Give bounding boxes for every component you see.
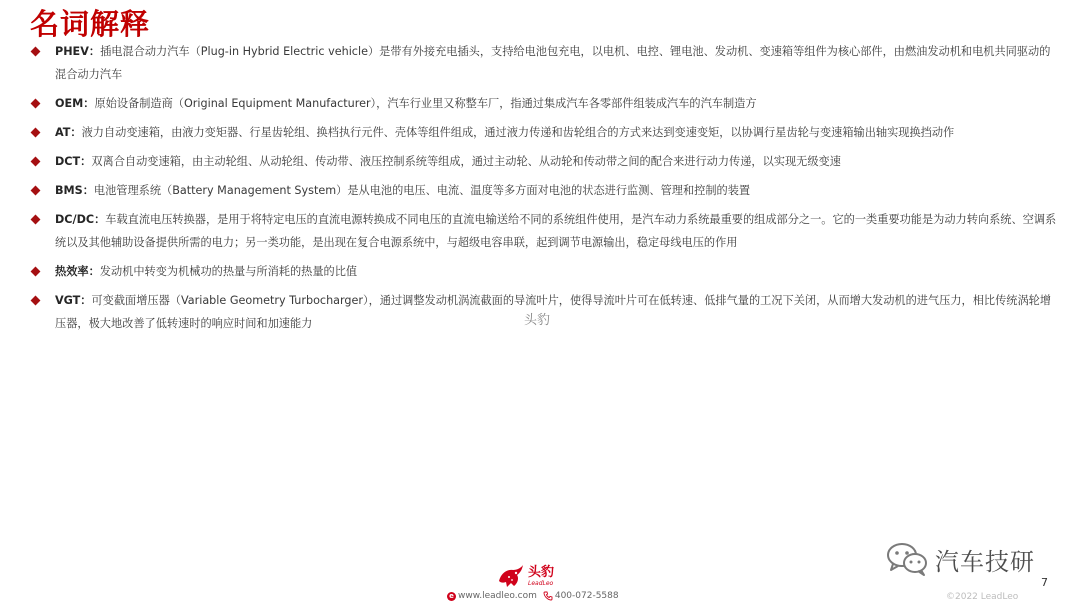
wechat-watermark <box>885 541 1035 577</box>
term-definition: 插电混合动力汽车（Plug-in Hybrid Electric vehicle）是带有外接充电插头，支持给电池包充电，以电机、电控、锂电池、发动机、变速箱等组件为核心部件，由燃油发动机和电机共同驱动的混合动力汽车 <box>55 45 1051 81</box>
phone-icon <box>543 591 553 601</box>
footer-contacts <box>447 591 619 601</box>
glossary-item-phev <box>30 40 1060 86</box>
leopard-logo-icon <box>497 563 525 589</box>
phone-contact <box>543 591 619 601</box>
page-number: 7 <box>1041 576 1048 589</box>
term-definition: 双离合自动变速箱，由主动轮组、从动轮组、传动带、液压控制系统等组成，通过主动轮、从动轮和传动带之间的配合来进行动力传递，以实现无级变速 <box>91 155 841 168</box>
brand-name-en: LeadLeo <box>528 579 554 587</box>
term-definition: 液力自动变速箱，由液力变矩器、行星齿轮组、换档执行元件、壳体等组件组成，通过液力传递和齿轮组合的方式来达到变速变矩，以协调行星齿轮与变速箱输出轴实现换挡动作 <box>81 126 955 139</box>
watermark-text: 头豹 <box>524 313 551 328</box>
term-key: DCT： <box>55 155 92 168</box>
diamond-bullet-icon <box>31 186 41 196</box>
term-definition: 车载直流电压转换器，是用于将特定电压的直流电源转换成不同电压的直流电输送给不同的系统组件使用，是汽车动力系统最重要的组成部分之一。它的一类重要功能是为动力转向系统、空调系统以及其他辅助设备提供所需的电力；另一类功能，是出现在复合电源系统中，与超级电容串联，起到调节电源输出，稳定母线电压的作用 <box>55 213 1057 249</box>
term-definition: 可变截面增压器（Variable Geometry Turbocharger），通过调整发动机涡流截面的导流叶片，使得导流叶片可在低转速、低排气量的工况下关闭，从而增大发动机的进气压力，相比传统涡轮增压器，极大地改善了低转速时的响应时间和加速能力 <box>55 294 1052 330</box>
glossary-item-bms <box>30 179 1060 202</box>
glossary-list <box>30 40 1060 341</box>
term-key: OEM： <box>55 97 95 110</box>
glossary-item-at <box>30 121 1060 144</box>
brand-name: 头豹 <box>528 564 555 580</box>
term-definition: 电池管理系统（Battery Management System）是从电池的电压、电流、温度等多方面对电池的状态进行监测、管理和控制的装置 <box>93 184 751 197</box>
diamond-bullet-icon <box>31 128 41 138</box>
diamond-bullet-icon <box>31 215 41 225</box>
term-definition: 发动机中转变为机械功的热量与所消耗的热量的比值 <box>99 265 358 278</box>
term-key: AT： <box>55 126 82 139</box>
website-link[interactable]: www.leadleo.com <box>458 591 537 601</box>
page-title: 名词解释 <box>30 7 151 41</box>
website-contact <box>447 591 537 601</box>
glossary-item-oem <box>30 92 1060 115</box>
diamond-bullet-icon <box>31 296 41 306</box>
phone-number: 400-072-5588 <box>554 591 619 601</box>
glossary-item-dcdc <box>30 208 1060 254</box>
diamond-bullet-icon <box>31 267 41 277</box>
diamond-bullet-icon <box>31 47 41 57</box>
term-key: BMS： <box>55 184 94 197</box>
term-definition: 原始设备制造商（Original Equipment Manufacturer），汽车行业里又称整车厂，指通过集成汽车各零部件组装成汽车的汽车制造方 <box>94 97 757 110</box>
glossary-item-dct <box>30 150 1060 173</box>
diamond-bullet-icon <box>31 99 41 109</box>
brand-logo <box>497 563 554 589</box>
glossary-item-thermal-efficiency <box>30 260 1060 283</box>
wechat-account-name: 汽车技研 <box>935 547 1035 576</box>
term-key: PHEV： <box>55 45 101 58</box>
diamond-bullet-icon <box>31 157 41 167</box>
term-key: DC/DC： <box>55 213 106 226</box>
copyright-text: ©2022 LeadLeo <box>946 592 1019 602</box>
term-key: 热效率： <box>55 265 100 278</box>
term-key: VGT： <box>55 294 92 307</box>
wechat-icon <box>885 541 929 577</box>
web-e-icon: e <box>447 592 456 601</box>
